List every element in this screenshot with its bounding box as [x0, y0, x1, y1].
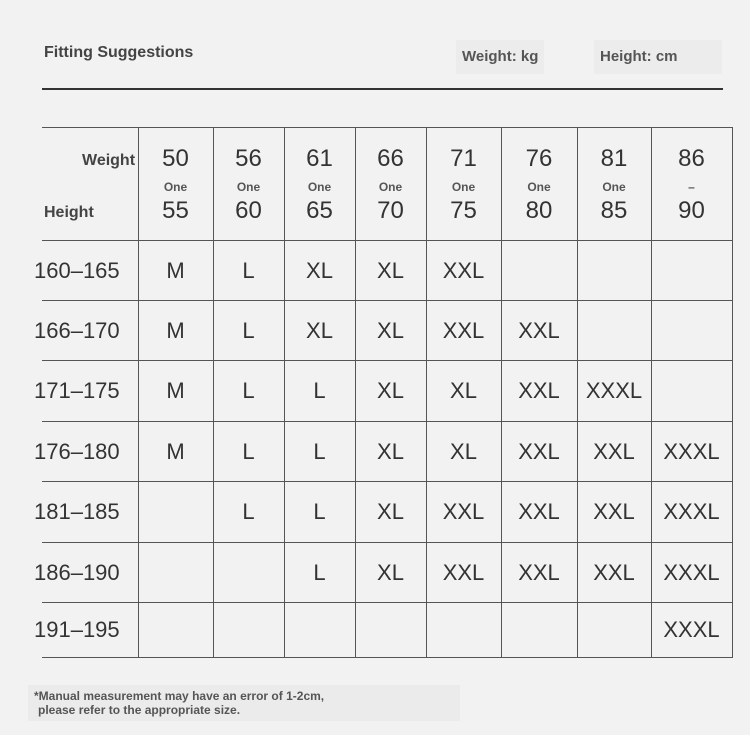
- size-cell: M: [138, 361, 213, 422]
- size-cell: XXL: [426, 543, 501, 603]
- size-cell: XXL: [426, 301, 501, 361]
- height-range-label: 166–170: [34, 317, 120, 343]
- size-cell: [213, 543, 284, 603]
- size-cell: XXXL: [577, 361, 651, 422]
- size-cell: XXL: [501, 543, 577, 603]
- footnote-line-2: please refer to the appropriate size.: [38, 703, 241, 717]
- table-row: [42, 422, 732, 482]
- size-cell: XXXL: [651, 543, 732, 603]
- size-cell: M: [138, 301, 213, 361]
- size-cell: [213, 603, 284, 658]
- weight-range-separator: One: [378, 180, 403, 194]
- size-cell: XXL: [577, 422, 651, 482]
- size-cell: L: [284, 482, 355, 543]
- weight-unit-label: Weight: kg: [456, 40, 544, 74]
- weight-range-separator: –: [688, 180, 695, 194]
- size-cell: XL: [355, 301, 426, 361]
- size-cell: XL: [355, 543, 426, 603]
- size-cell: L: [284, 422, 355, 482]
- size-cell: XL: [355, 422, 426, 482]
- weight-range-start: 81: [600, 145, 628, 172]
- size-cell: [651, 301, 732, 361]
- weight-range-separator: One: [527, 180, 551, 194]
- weight-range-end: 75: [450, 197, 477, 224]
- height-range-cell: [34, 301, 138, 361]
- weight-range-end: 70: [377, 197, 404, 224]
- size-cell: [501, 241, 577, 301]
- size-cell: XXXL: [651, 603, 732, 658]
- size-cell: XL: [355, 482, 426, 543]
- size-cell: [577, 603, 651, 658]
- weight-range-separator: One: [163, 180, 188, 194]
- size-cell: XXL: [577, 543, 651, 603]
- size-cell: [138, 482, 213, 543]
- weight-range-separator: One: [451, 180, 476, 194]
- height-range-label: 160–165: [34, 257, 120, 283]
- corner-weight-label: Weight: [82, 152, 136, 169]
- size-cell: L: [213, 482, 284, 543]
- size-cell: XXXL: [651, 422, 732, 482]
- weight-range-end: 80: [525, 197, 553, 224]
- page-title: Fitting Suggestions: [44, 44, 194, 61]
- size-cell: [577, 241, 651, 301]
- weight-column-header: [138, 128, 213, 241]
- size-cell: L: [284, 361, 355, 422]
- size-chart-table: [34, 127, 733, 658]
- size-cell: XXL: [501, 361, 577, 422]
- size-cell: XXXL: [651, 482, 732, 543]
- size-cell: L: [213, 422, 284, 482]
- height-range-label: 176–180: [34, 438, 120, 464]
- height-range-cell: [34, 422, 138, 482]
- size-cell: M: [138, 422, 213, 482]
- size-cell: L: [213, 241, 284, 301]
- table-row: [42, 241, 732, 301]
- height-range-cell: [34, 482, 138, 543]
- size-cell: XXL: [501, 422, 577, 482]
- weight-range-start: 50: [162, 145, 189, 172]
- weight-range-end: 85: [600, 197, 628, 224]
- size-cell: XXL: [501, 301, 577, 361]
- height-range-label: 186–190: [34, 559, 120, 585]
- table-row: [42, 603, 732, 658]
- size-cell: L: [213, 361, 284, 422]
- size-cell: [355, 603, 426, 658]
- table-row: [42, 301, 732, 361]
- height-range-label: 191–195: [34, 617, 120, 642]
- weight-column-header: [501, 128, 577, 241]
- size-cell: [284, 603, 355, 658]
- size-cell: XL: [355, 361, 426, 422]
- weight-range-end: 90: [678, 197, 705, 224]
- size-cell: XL: [426, 422, 501, 482]
- size-cell: [577, 301, 651, 361]
- size-cell: M: [138, 241, 213, 301]
- weight-range-start: 56: [235, 145, 262, 172]
- weight-column-header: [355, 128, 426, 241]
- height-range-cell: [34, 361, 138, 422]
- weight-range-separator: One: [307, 180, 332, 194]
- corner-cell: [42, 128, 138, 241]
- weight-range-end: 55: [162, 197, 189, 224]
- size-cell: [501, 603, 577, 658]
- height-range-label: 181–185: [34, 499, 120, 524]
- size-cell: [426, 603, 501, 658]
- corner-height-label: Height: [44, 204, 94, 221]
- weight-range-end: 60: [235, 197, 262, 224]
- weight-range-start: 61: [306, 145, 333, 172]
- weight-column-header: [426, 128, 501, 241]
- size-cell: XXL: [577, 482, 651, 543]
- header-divider: [42, 88, 723, 90]
- height-unit-label: Height: cm: [594, 40, 722, 74]
- size-cell: [651, 361, 732, 422]
- size-cell: XXL: [426, 482, 501, 543]
- weight-range-start: 71: [450, 145, 477, 172]
- size-cell: L: [213, 301, 284, 361]
- footnote: [28, 685, 460, 721]
- weight-range-start: 76: [525, 145, 553, 172]
- size-cell: XL: [284, 301, 355, 361]
- size-cell: XL: [284, 241, 355, 301]
- table-row: [42, 482, 732, 543]
- height-range-cell: [34, 241, 138, 301]
- size-cell: [138, 543, 213, 603]
- weight-column-header: [284, 128, 355, 241]
- weight-column-header: [577, 128, 651, 241]
- weight-column-header: [213, 128, 284, 241]
- weight-range-end: 65: [306, 197, 333, 224]
- weight-range-separator: One: [602, 180, 626, 194]
- footnote-line-1: *Manual measurement may have an error of 1-2cm,: [34, 689, 325, 703]
- size-cell: XL: [426, 361, 501, 422]
- weight-header-row: [42, 128, 732, 241]
- table-row: [42, 543, 732, 603]
- size-cell: XXL: [501, 482, 577, 543]
- size-cell: XXL: [426, 241, 501, 301]
- height-range-cell: [34, 603, 138, 658]
- weight-range-separator: One: [236, 180, 261, 194]
- size-cell: XL: [355, 241, 426, 301]
- weight-range-start: 86: [678, 145, 705, 172]
- weight-range-start: 66: [377, 145, 404, 172]
- size-cell: [138, 603, 213, 658]
- size-cell: L: [284, 543, 355, 603]
- size-cell: [651, 241, 732, 301]
- table-row: [42, 361, 732, 422]
- weight-column-header: [651, 128, 732, 241]
- height-range-label: 171–175: [34, 378, 120, 403]
- height-range-cell: [34, 543, 138, 603]
